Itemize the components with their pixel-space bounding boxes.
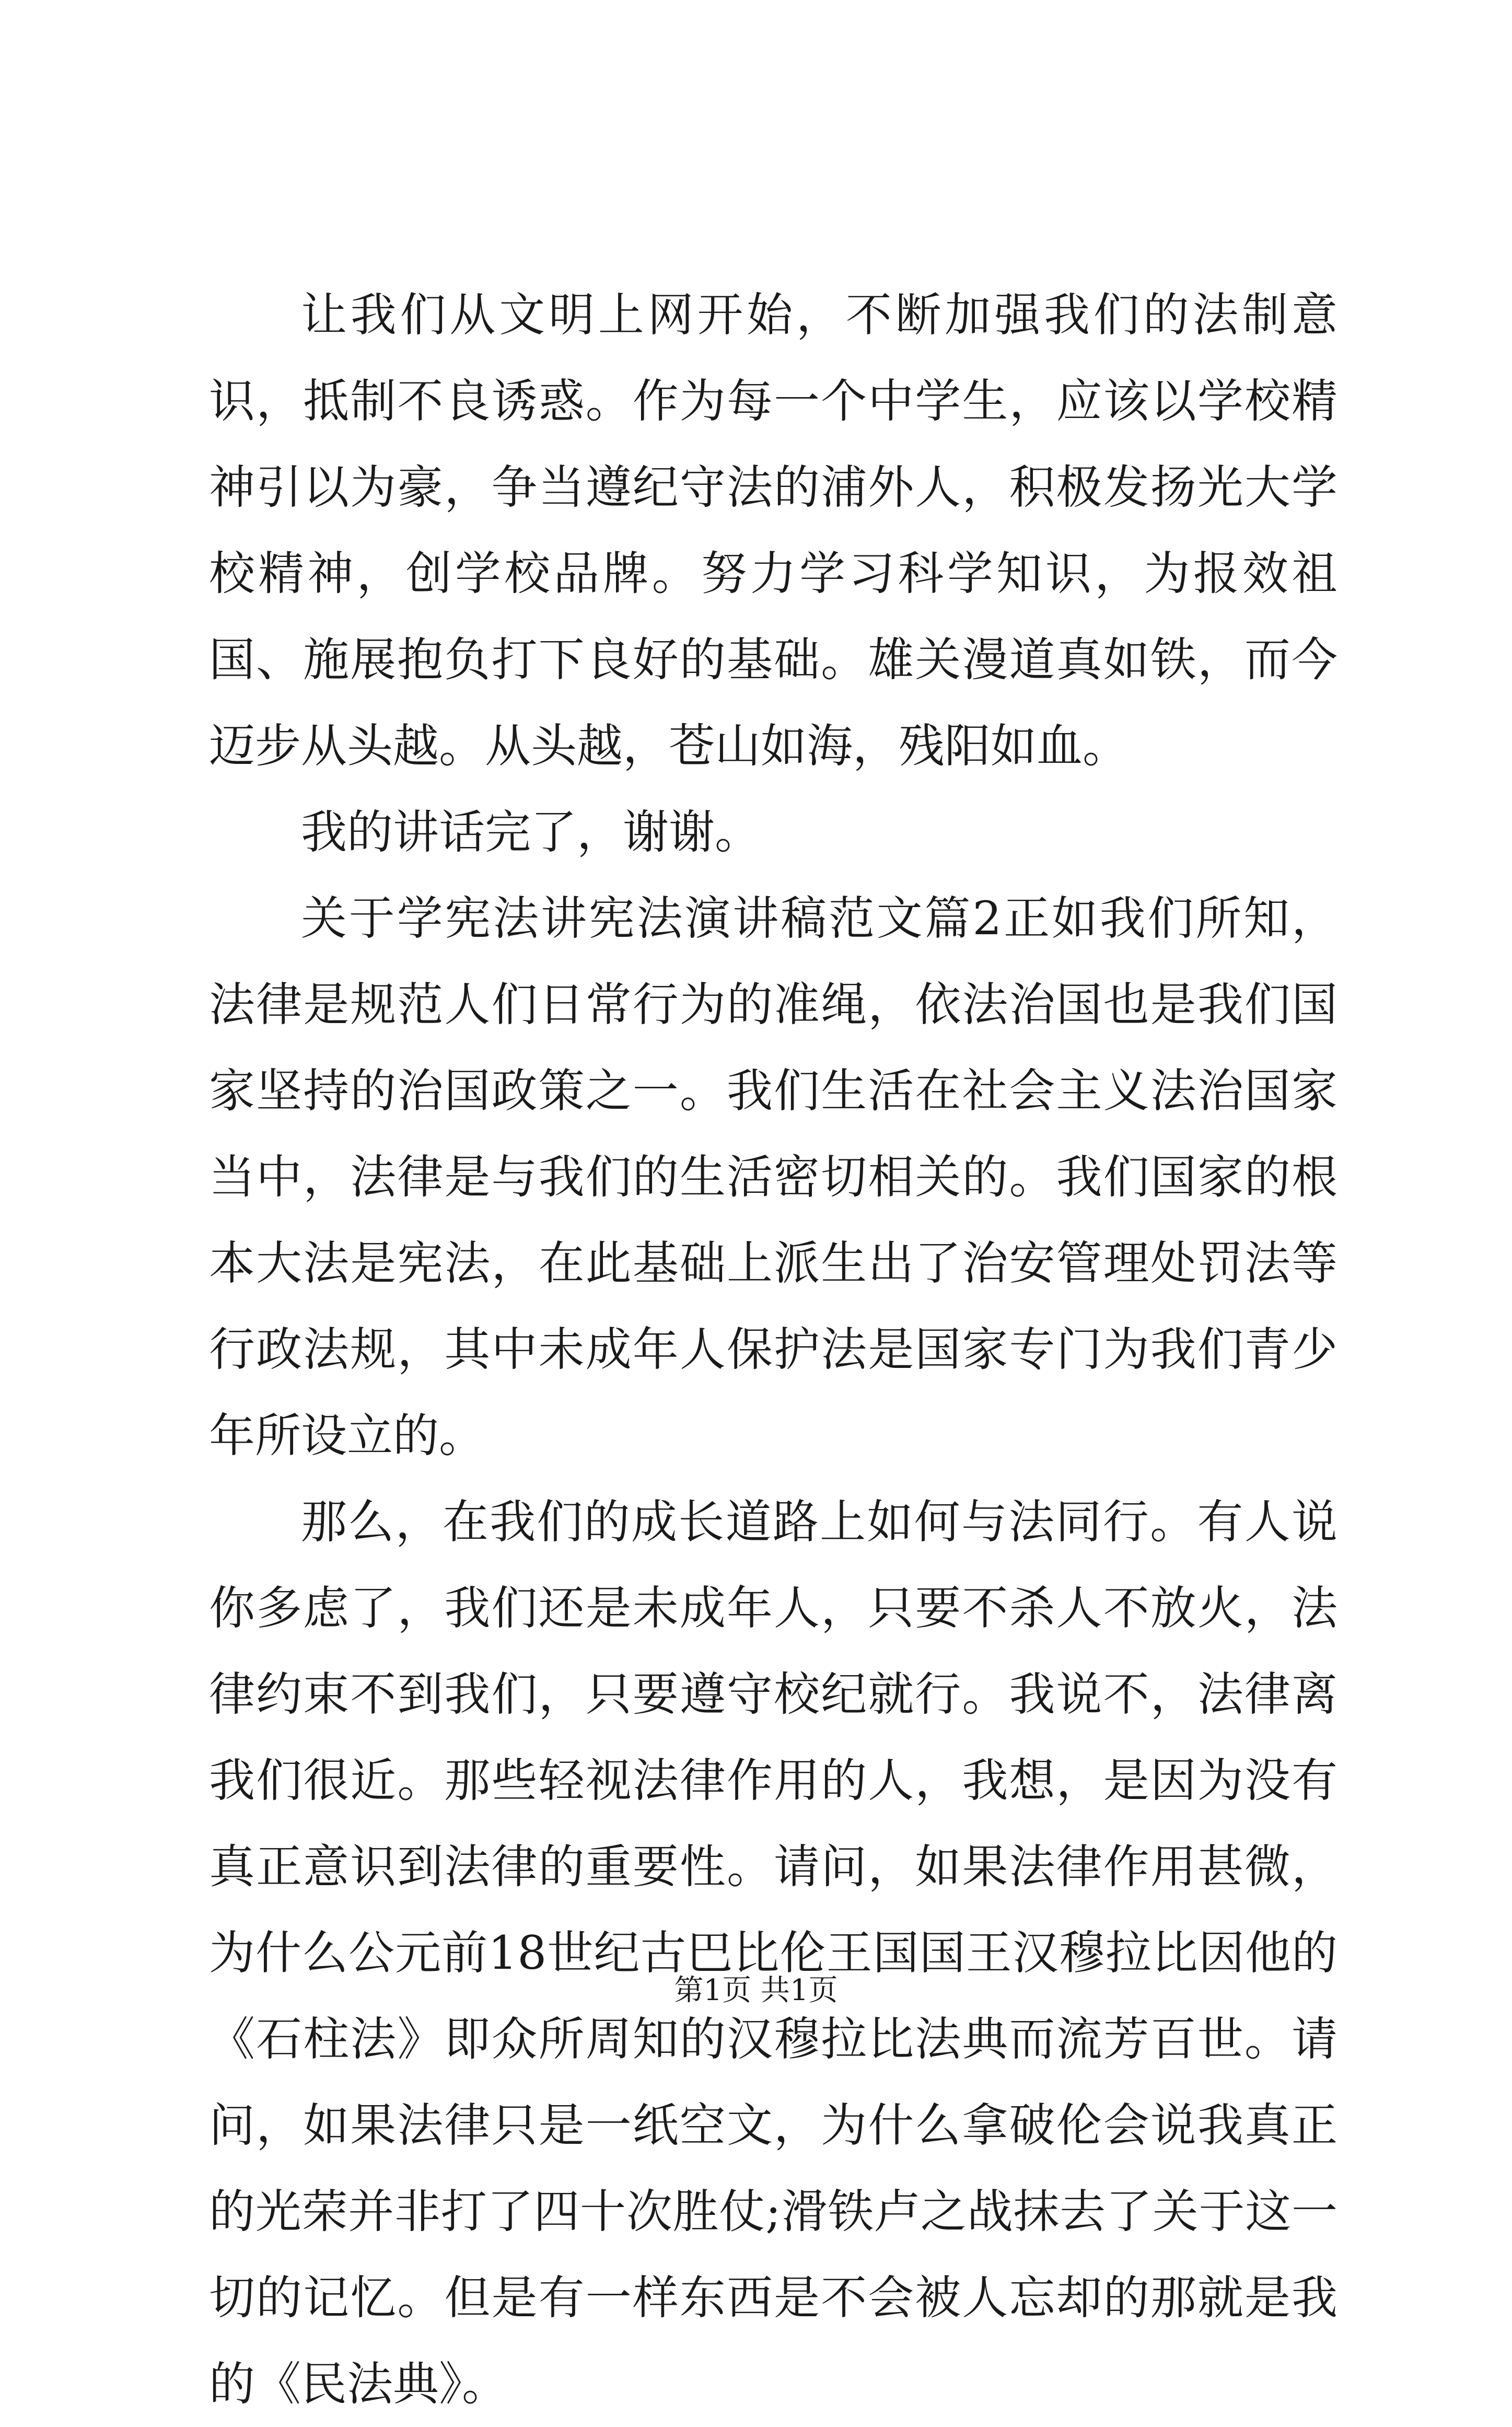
paragraph-law-importance: 那么，在我们的成长道路上如何与法同行。有人说你多虑了，我们还是未成年人，只要不杀人不放火，法律约束不到我们，只要遵守校纪就行。我说不，法律离我们很近。那些轻视法律作用的人，我想，是因为没有真正意识到法律的重要性。请问，如果法律作用甚微，为什么公元前18世纪古巴比伦王国国王汉穆拉比因他的《石柱法》即众所周知的汉穆拉比法典而流芳百世。请问，如果法律只是一纸空文，为什么拿破伦会说我真正的光荣并非打了四十次胜仗;滑铁卢之战抹去了关于这一切的记忆。但是有一样东西是不会被人忘却的那就是我的《民法典》。 <box>209 1495 1337 2411</box>
document-body <box>209 272 1337 2427</box>
paragraph-closing-remarks: 让我们从文明上网开始，不断加强我们的法制意识，抵制不良诱惑。作为每一个中学生，应该以学校精神引以为豪，争当遵纪守法的浦外人，积极发扬光大学校精神，创学校品牌。努力学习科学知识，为报效祖国、施展抱负打下良好的基础。雄关漫道真如铁，而今迈步从头越。从头越，苍山如海，残阳如血。 <box>209 288 1337 773</box>
paragraph-speech-2-intro: 关于学宪法讲宪法演讲稿范文篇2正如我们所知，法律是规范人们日常行为的准绳，依法治国也是我们国家坚持的治国政策之一。我们生活在社会主义法治国家当中，法律是与我们的生活密切相关的。我们国家的根本大法是宪法，在此基础上派生出了治安管理处罚法等行政法规，其中未成年人保护法是国家专门为我们青少年所设立的。 <box>209 891 1337 1462</box>
page-footer: 第1页 共1页 <box>674 1973 838 2007</box>
paragraph-thanks: 我的讲话完了，谢谢。 <box>301 805 761 859</box>
